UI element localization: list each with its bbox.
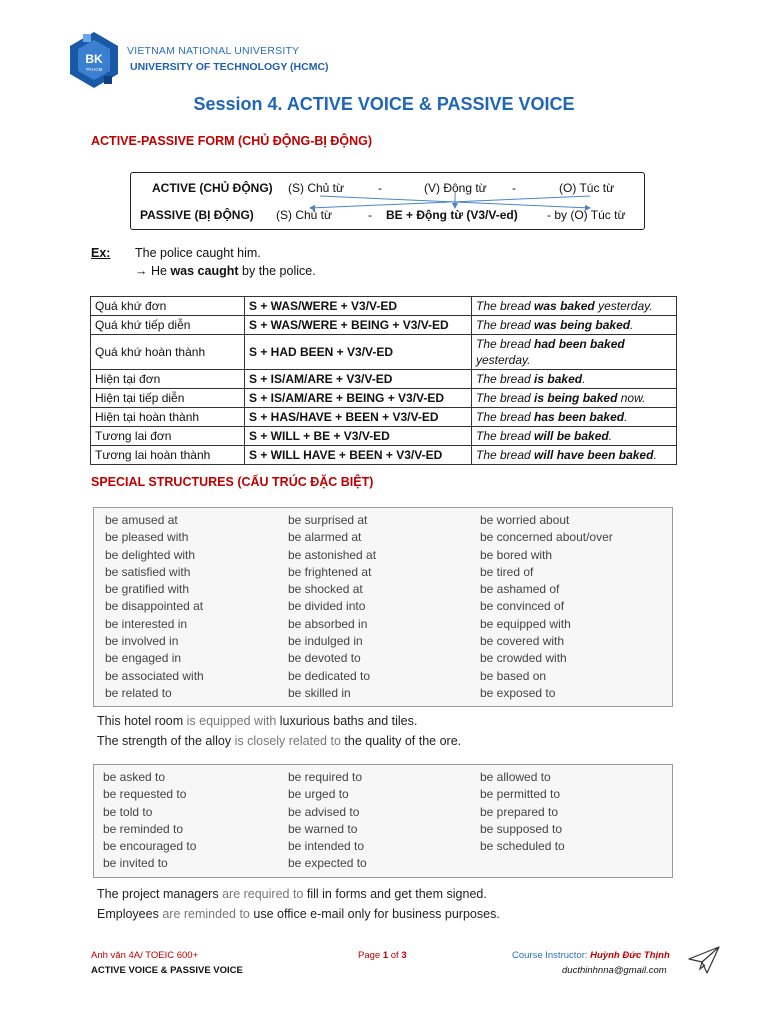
tense-name: Hiện tại hoàn thành [91,408,245,427]
passive-subject: (S) Chủ từ [276,208,333,222]
structure-item: be gratified with [105,582,190,597]
structure-item: be surprised at [288,513,368,527]
structure-item: be involved in [105,634,179,649]
example-pre: The bread [476,448,531,462]
structures-examples-2 [97,884,500,924]
example-post: yesterday. [476,353,531,367]
example-result-pre: He [150,264,167,278]
example-pre: The bread [476,299,531,313]
footer-instructor [512,950,670,961]
tense-example [472,408,677,427]
structure-item: be ashamed of [480,582,560,597]
tense-name: Hiện tại đơn [91,370,245,389]
structure-item: be shocked at [288,582,363,597]
example-pre: The bread [476,318,531,332]
structures-examples-1 [97,711,461,751]
structure-item: be prepared to [480,804,559,819]
tense-formula: S + IS/AM/ARE + V3/V-ED [245,370,472,389]
tense-example [472,370,677,389]
structure-item: be expected to [288,856,367,871]
paper-plane-icon [687,945,721,975]
structure-item: be delighted with [105,547,196,562]
structure-item: be devoted to [288,651,361,666]
example-bold: will have been baked [534,448,654,462]
example-bold: is baked [534,372,583,386]
tense-formula: S + WAS/WERE + V3/V-ED [245,297,472,316]
sentence-structure: is equipped with [186,714,277,728]
passive-dash-1: - [368,208,372,222]
tense-example [472,446,677,465]
tense-formula: S + WILL + BE + V3/V-ED [245,427,472,446]
structure-item: be based on [480,668,547,683]
section-heading-special-structures: SPECIAL STRUCTURES (CẤU TRÚC ĐẶC BIỆT) [91,475,374,489]
table-row [91,335,677,370]
example-bold: has been baked [534,410,625,424]
example-sentence [97,904,500,924]
structure-item: be concerned about/over [480,530,613,545]
structure-item: be advised to [288,804,360,819]
sentence-part: luxurious baths and tiles. [279,714,418,728]
structure-item: be disappointed at [105,599,204,614]
sentence-part: The project managers [97,887,219,901]
transform-arrows [300,192,620,214]
university-line2: UNIVERSITY OF TECHNOLOGY (HCMC) [130,61,329,73]
structures-box1-col2 [288,512,376,702]
example-pre: The bread [476,410,531,424]
structure-item: be required to [288,770,363,784]
footer-page-total: 3 [401,950,407,961]
tense-formula: S + HAS/HAVE + BEEN + V3/V-ED [245,408,472,427]
structure-item: be absorbed in [288,616,368,631]
structure-item: be tired of [480,564,534,579]
structure-item: be invited to [103,856,168,871]
structures-box2-col2 [288,769,367,873]
example-post: . [608,429,613,443]
passive-object: - by (O) Túc từ [547,208,626,222]
example-bold: had been baked [534,337,625,351]
footer-page-mid: of [388,950,402,961]
tense-name: Tương lai đơn [91,427,245,446]
sentence-structure: are reminded to [162,907,250,921]
structure-item: be told to [103,804,153,819]
structure-item: be amused at [105,513,178,527]
example-bold: is being baked [534,391,618,405]
passive-label: PASSIVE (BỊ ĐỘNG) [140,208,254,222]
structure-item: be worried about [480,513,570,527]
structure-item: be crowded with [480,651,567,666]
structure-item: be reminded to [103,821,184,836]
footer-subtitle: ACTIVE VOICE & PASSIVE VOICE [91,965,243,976]
example-sentence [97,884,500,904]
structure-item: be allowed to [480,770,551,784]
university-line1: VIETNAM NATIONAL UNIVERSITY [127,45,300,57]
example-pre: The bread [476,337,531,351]
example-post: . [624,410,628,424]
sentence-part: Employees [97,907,159,921]
sentence-part: fill in forms and get them signed. [306,887,487,901]
structure-item: be intended to [288,839,365,854]
table-row [91,446,677,465]
active-subject: (S) Chủ từ [288,181,345,195]
example-pre: The bread [476,391,531,405]
example-pre: The bread [476,372,531,386]
footer-page-current: 1 [382,950,389,961]
structure-item: be associated with [105,668,204,683]
sentence-part: This hotel room [97,714,184,728]
footer-course-name: Anh văn 4A/ [91,950,143,961]
structure-item: be dedicated to [288,668,371,683]
footer-course [91,950,198,961]
structure-item: be encouraged to [103,839,197,854]
example-bold: was baked [534,299,595,313]
structure-item: be related to [105,685,172,700]
active-dash-2: - [512,181,516,195]
structure-item: be scheduled to [480,839,565,854]
example-bold: will be baked [534,429,609,443]
active-dash-1: - [378,181,382,195]
tense-name: Quá khứ đơn [91,297,245,316]
structure-item: be divided into [288,599,366,614]
university-logo [66,30,122,90]
structure-item: be indulged in [288,634,363,649]
tense-formula: S + WILL HAVE + BEEN + V3/V-ED [245,446,472,465]
tense-example [472,335,677,370]
structures-box1-col3 [480,512,613,702]
structure-item: be satisfied with [105,564,191,579]
sentence-structure: are required to [222,887,304,901]
section-heading-active-passive: ACTIVE-PASSIVE FORM (CHỦ ĐỘNG-BỊ ĐỘNG) [91,134,373,148]
structure-item: be covered with [480,634,565,649]
active-object: (O) Túc từ [559,181,615,195]
structure-item: be requested to [103,787,187,802]
footer-instructor-label: Course Instructor: [512,950,591,961]
structures-box2-col1 [103,769,196,873]
example-post: . [582,372,586,386]
example-post: . [630,318,634,332]
footer-course-level: TOEIC 600+ [142,950,199,961]
table-row [91,408,677,427]
passive-verb: BE + Động từ (V3/V-ed) [386,208,518,222]
example-post: now. [620,391,646,405]
example-sentence: The police caught him. [135,246,261,260]
tense-formula: S + WAS/WERE + BEING + V3/V-ED [245,316,472,335]
tense-example [472,316,677,335]
tense-formula: S + HAD BEEN + V3/V-ED [245,335,472,370]
structure-item: be alarmed at [288,530,362,545]
tense-formula: S + IS/AM/ARE + BEING + V3/V-ED [245,389,472,408]
logo-text: BK [85,52,103,66]
footer-email: ducthinhnna@gmail.com [562,965,667,976]
example-result-bold: was caught [170,264,239,278]
example-bold: was being baked [534,318,631,332]
example-post: . [653,448,657,462]
structure-item: be asked to [103,770,166,784]
example-pre: The bread [476,429,531,443]
footer-instructor-name: Huỳnh Đức Thịnh [590,950,670,961]
example-label: Ex: [91,246,111,260]
tense-table [90,296,677,465]
tense-name: Hiện tại tiếp diễn [91,389,245,408]
tense-name: Tương lai hoàn thành [91,446,245,465]
structure-item: be frightened at [288,564,372,579]
footer-page-number [358,950,407,961]
table-row [91,427,677,446]
table-row [91,389,677,408]
example-sentence [97,711,461,731]
structures-box1-col1 [105,512,204,702]
tense-name: Quá khứ tiếp diễn [91,316,245,335]
active-verb: (V) Động từ [424,181,487,195]
footer-page-pre: Page [358,950,383,961]
example-sentence [97,731,461,751]
example-post: yesterday. [598,299,653,313]
structure-item: be engaged in [105,651,182,666]
tense-example [472,389,677,408]
structures-box2-col3 [480,769,565,855]
example-result [135,264,316,278]
structure-item: be exposed to [480,685,556,700]
structure-item: be equipped with [480,616,571,631]
structure-item: be convinced of [480,599,565,614]
structure-item: be pleased with [105,530,189,545]
table-row [91,370,677,389]
structure-item: be interested in [105,616,188,631]
active-label: ACTIVE (CHỦ ĐỘNG) [152,181,273,195]
tense-example [472,297,677,316]
table-row [91,316,677,335]
sentence-part: The strength of the alloy [97,734,232,748]
example-result-post: by the police. [242,264,316,278]
structure-item: be urged to [288,787,349,802]
table-row [91,297,677,316]
logo-sub: TP.HCM [85,67,103,72]
tense-name: Quá khứ hoàn thành [91,335,245,370]
structure-item: be skilled in [288,685,351,700]
arrow-icon: → [135,264,148,278]
sentence-part: the quality of the ore. [344,734,462,748]
tense-example [472,427,677,446]
structure-item: be warned to [288,821,358,836]
structure-item: be permitted to [480,787,561,802]
sentence-structure: is closely related to [234,734,341,748]
sentence-part: use office e-mail only for business purposes. [253,907,500,921]
page-title: Session 4. ACTIVE VOICE & PASSIVE VOICE [193,94,575,114]
structure-item: be bored with [480,547,553,562]
structure-item: be astonished at [288,547,377,562]
structure-item: be supposed to [480,821,563,836]
